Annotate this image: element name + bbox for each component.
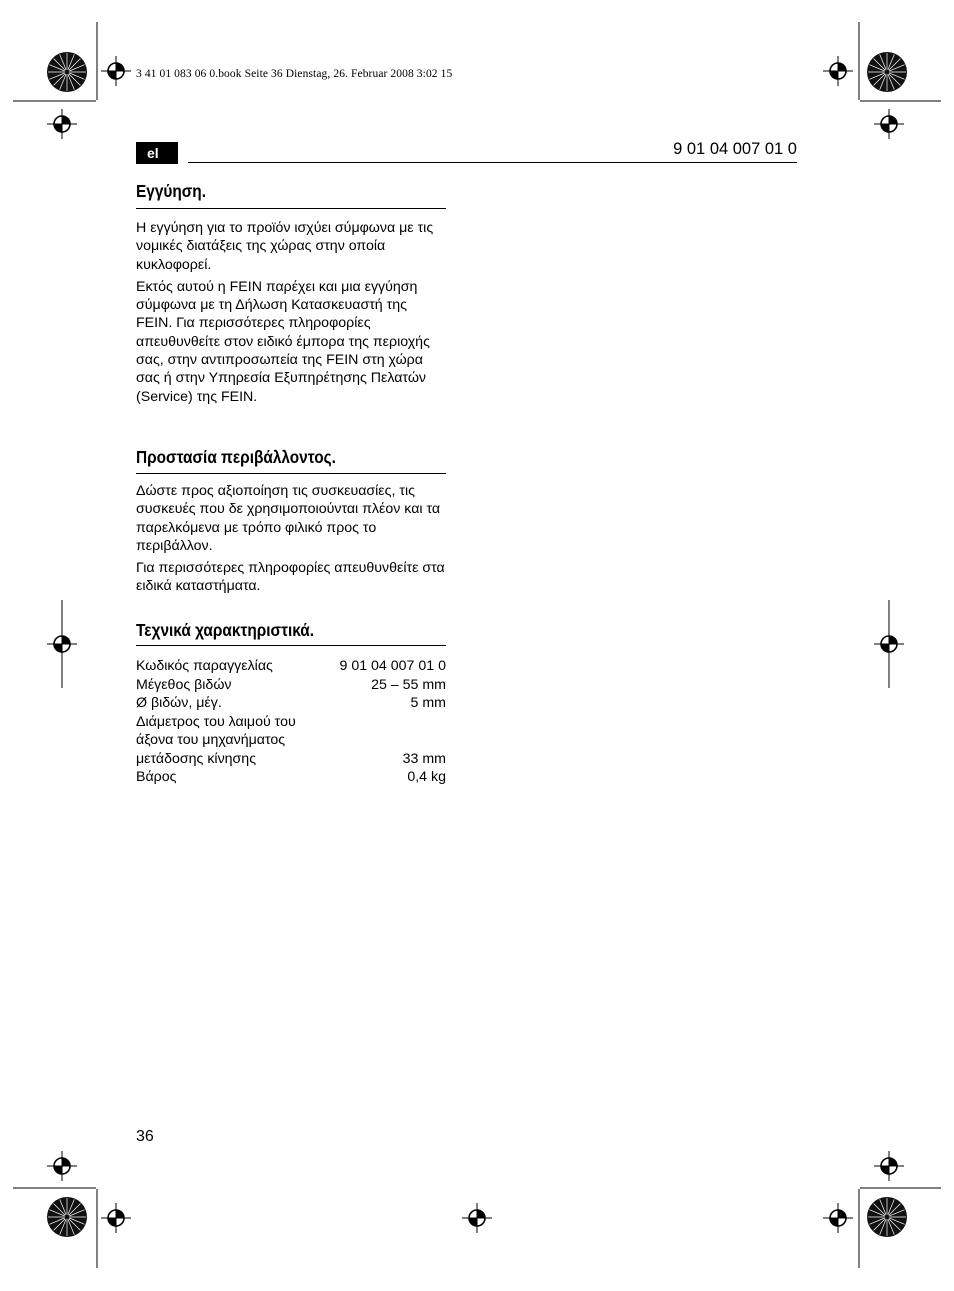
print-info-line: 3 41 01 083 06 0.book Seite 36 Dienstag, 26. Februar 2008 3:02 15 (136, 68, 453, 80)
specs-table (136, 657, 446, 787)
spec-value: 25 – 55 mm (371, 676, 446, 693)
warranty-rule (136, 208, 446, 209)
specs-rule (136, 645, 446, 646)
warranty-heading: Εγγύηση. (136, 181, 207, 201)
environment-paragraph: Δώστε προς αξιοποίηση τις συσκευασίες, τις συσκευές που δε χρησιμοποιούνται πλέον και τα παρελκόμενα με τρόπο φιλικό προς το περιβάλλον. (136, 483, 441, 554)
header-rule (188, 162, 797, 163)
language-badge: el (136, 142, 178, 164)
page-number: 36 (136, 1128, 154, 1145)
environment-rule (136, 473, 446, 474)
spec-value: 9 01 04 007 01 0 (339, 658, 446, 674)
environment-body (136, 482, 446, 596)
environment-paragraph: Για περισσότερες πληροφορίες απευθυνθείτε στα ειδικά καταστήματα. (136, 560, 445, 595)
table-row (136, 694, 446, 713)
table-row (136, 657, 446, 676)
warranty-paragraph: Εκτός αυτού η FEIN παρέχει και μια εγγύηση σύμφωνα με τη Δήλωση Κατασκευαστή της FEIN. Για περισσότερες πληροφορίες απευθυνθείτε στον ειδικό έμπορα της περιοχής σας, στην αντιπροσωπεία της FEIN στη χώρα σας ή στην Υπηρεσία Εξυπηρέτησης Πελατών (Service) της FEIN. (136, 278, 430, 405)
spec-label: Διάμετρος του λαιμού του άξονα του μηχανήματος μετάδοσης κίνησης (136, 713, 296, 767)
specs-table-wrap (136, 657, 446, 787)
spec-value: 0,4 kg (407, 769, 446, 785)
spec-label: Κωδικός παραγγελίας (136, 658, 273, 674)
spec-value: 5 mm (410, 695, 446, 711)
document-number: 9 01 04 007 01 0 (673, 140, 797, 158)
environment-heading: Προστασία περιβάλλοντος. (136, 447, 336, 467)
table-row (136, 768, 446, 787)
spec-label: Μέγεθος βιδών (136, 676, 232, 693)
warranty-paragraph: Η εγγύηση για το προϊόν ισχύει σύμφωνα με τις νομικές διατάξεις της χώρας στην οποία κυκλοφορεί. (136, 220, 434, 273)
table-row (136, 713, 446, 769)
table-row (136, 676, 446, 695)
spec-value: 33 mm (402, 750, 446, 767)
spec-label: Βάρος (136, 769, 177, 785)
spec-label: Ø βιδών, μέγ. (136, 695, 222, 711)
specs-heading: Τεχνικά χαρακτηριστικά. (136, 620, 315, 640)
warranty-body (136, 219, 446, 406)
